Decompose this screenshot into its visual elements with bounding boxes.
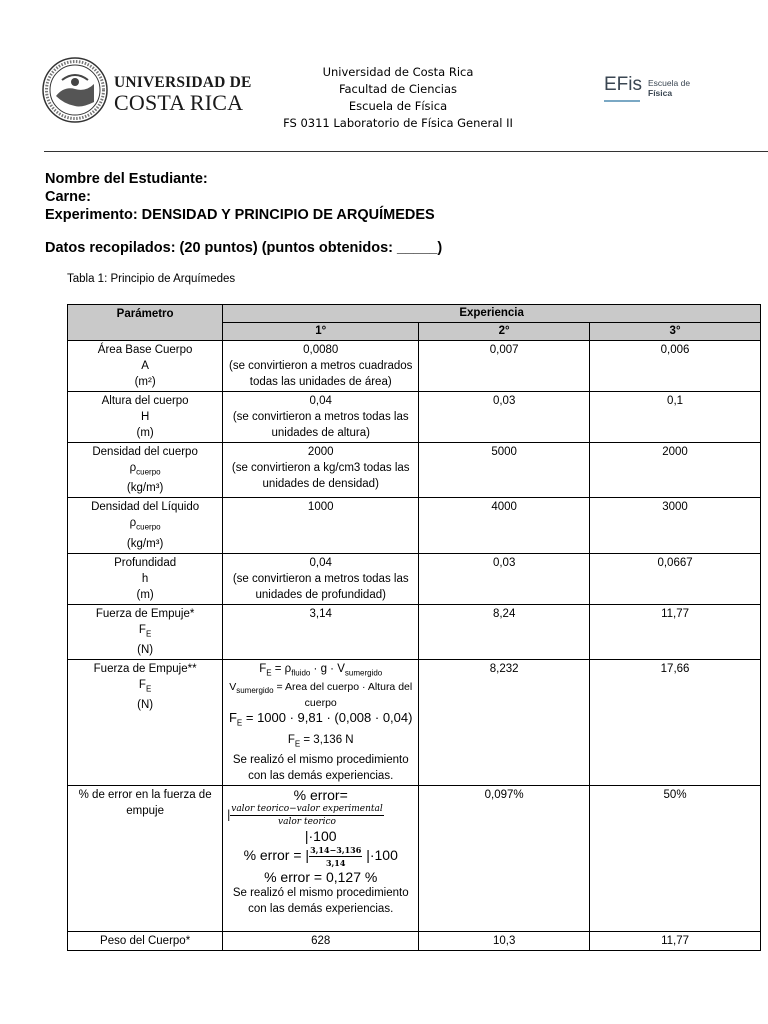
frac-num: valor teorico−valor experimental [231, 804, 383, 815]
table-row [68, 392, 761, 443]
symbol-sub: E [145, 628, 152, 638]
value-cell-3: 0,0667 [590, 553, 761, 604]
value-note: (se convirtieron a metros todas las unidades de profundidad) [232, 572, 409, 601]
table-row [68, 932, 761, 951]
value-cell-1 [223, 604, 419, 659]
value-cell-2: 0,03 [419, 553, 590, 604]
header-experiencia: Experiencia [223, 305, 761, 323]
value: 0,0080 [303, 344, 339, 356]
value: 0,04 [309, 556, 332, 569]
frac-den: valor teorico [278, 817, 336, 828]
value: 1000 [307, 501, 334, 514]
value-cell-2: 10,3 [419, 932, 590, 951]
value-cell-2: 0,097% [419, 786, 590, 932]
f-sub: fluido [291, 668, 311, 678]
param-cell [68, 498, 223, 553]
param-name: Densidad del cuerpo [92, 446, 198, 458]
param-unit: (kg/m³) [126, 537, 164, 550]
value-cell-1 [223, 498, 419, 553]
value-cell-3: 11,77 [590, 604, 761, 659]
symbol-base: F [138, 623, 146, 636]
efis-sub1: Escuela de [648, 78, 691, 88]
error-fraction-2 [309, 844, 362, 869]
value-cell-3: 0,006 [590, 341, 761, 392]
table-row [68, 553, 761, 604]
value-cell-3: 50% [590, 786, 761, 932]
param-cell [68, 604, 223, 659]
f-part: F [287, 733, 295, 746]
heading-line: FS 0311 Laboratorio de Física General II [283, 116, 513, 130]
error-fraction [230, 803, 384, 828]
value-cell-2: 5000 [419, 443, 590, 498]
f-sub: E [294, 739, 301, 749]
param-name: Densidad del Líquido [91, 501, 200, 514]
value-cell-3: 0,1 [590, 392, 761, 443]
header-exp-1: 1° [223, 323, 419, 341]
ucr-seal-icon [42, 56, 108, 124]
value-cell-1 [223, 341, 419, 392]
param-symbol: h [141, 572, 149, 585]
param-cell [68, 392, 223, 443]
value-cell-1 [223, 553, 419, 604]
f-part: V [229, 681, 237, 694]
symbol-base: F [138, 678, 146, 691]
f-part: = Area del cuerpo · Altura del cuerpo [273, 681, 413, 710]
table-row [68, 443, 761, 498]
param-cell [68, 786, 223, 932]
student-name-label: Nombre del Estudiante: [45, 171, 208, 187]
efis-logo-text: EFis [604, 74, 642, 95]
f-part: F [259, 662, 267, 675]
param-unit: (m) [136, 427, 154, 439]
table-row [68, 341, 761, 392]
param-unit: (N) [137, 643, 154, 656]
param-symbol [72, 622, 218, 642]
param-unit: (N) [137, 699, 154, 712]
value-cell-3: 2000 [590, 443, 761, 498]
header-exp-3: 3° [590, 323, 761, 341]
value-note: Se realizó el mismo procedimiento con las demás experiencias. [232, 754, 409, 783]
param-cell [68, 659, 223, 785]
symbol-sub: cuerpo [136, 467, 161, 477]
f-sub: E [266, 668, 272, 678]
value-cell-3: 3000 [590, 498, 761, 553]
header-divider [44, 151, 768, 152]
efis-logo-subtitle [648, 78, 690, 98]
value-cell-1 [223, 786, 419, 932]
header-exp-2: 2° [419, 323, 590, 341]
value-cell-1 [223, 443, 419, 498]
formula-line: |·100 [304, 828, 337, 845]
f-part: = 1000 · 9,81 · (0,008 · 0,04) [242, 710, 413, 726]
efis-underline [604, 100, 640, 102]
param-name: Fuerza de Empuje* [95, 607, 195, 620]
param-cell [68, 553, 223, 604]
formula-line [227, 681, 414, 710]
heading-line: Universidad de Costa Rica [322, 65, 474, 79]
symbol-sub: cuerpo [136, 522, 161, 532]
value-note: (se convirtieron a kg/cm3 todas las unidades de densidad) [231, 462, 410, 490]
param-cell: Peso del Cuerpo* [68, 932, 223, 951]
formula-line [227, 844, 414, 869]
value-cell-3: 17,66 [590, 659, 761, 785]
param-name: Fuerza de Empuje** [93, 662, 197, 675]
efis-logo [604, 74, 690, 98]
param-cell [68, 341, 223, 392]
formula-line: % error = 0,127 % [264, 869, 378, 886]
param-name: % de error en la fuerza de empuje [78, 789, 212, 818]
symbol-base: ρ [129, 462, 137, 474]
value-cell-2: 0,03 [419, 392, 590, 443]
symbol-base: ρ [129, 517, 137, 530]
value-note: (se convirtieron a metros cuadrados todas las unidades de área) [228, 360, 413, 388]
value: 0,04 [309, 395, 332, 407]
value-cell-3: 11,77 [590, 932, 761, 951]
institution-heading [260, 64, 536, 132]
f-part: · g · V [310, 662, 345, 675]
value-cell-2: 8,232 [419, 659, 590, 785]
table-row [68, 786, 761, 932]
formula-line [227, 710, 414, 732]
table-row [68, 659, 761, 785]
param-symbol [72, 515, 218, 535]
symbol-sub: E [145, 684, 152, 694]
table-row [68, 498, 761, 553]
f-part: % error = | [243, 847, 310, 864]
ucr-line2: COSTA RICA [114, 89, 244, 115]
param-symbol [72, 677, 218, 697]
param-unit: (m²) [134, 376, 156, 388]
heading-line: Facultad de Ciencias [338, 82, 458, 96]
formula-line: % error= [293, 787, 348, 804]
f-sub: E [236, 718, 243, 728]
table-caption: Tabla 1: Principio de Arquímedes [67, 273, 236, 285]
formula-line [227, 661, 414, 681]
value-note: (se convirtieron a metros todas las unidades de altura) [232, 411, 409, 439]
param-symbol: H [140, 411, 150, 423]
formula-line: | $\frac{\text{valor teorico−valor experimental}}{\text{valor teorico}}$ [227, 804, 383, 828]
value-cell-2: 8,24 [419, 604, 590, 659]
value-cell-1: 628 [223, 932, 419, 951]
datos-title: Datos recopilados: (20 puntos) (puntos obtenidos: _____) [45, 240, 443, 256]
value-cell-1 [223, 392, 419, 443]
f-part: = 3,136 N [300, 733, 354, 746]
f-part: |·100 [366, 847, 398, 864]
archimedes-table [67, 304, 761, 951]
table-header-row [68, 305, 761, 323]
f-sub: sumergido [344, 668, 383, 678]
efis-sub2: Física [648, 88, 673, 98]
ucr-line1: UNIVERSIDAD DE [114, 74, 252, 91]
f-sub: sumergido [236, 686, 274, 696]
param-symbol [72, 460, 218, 480]
value: 2000 [307, 446, 334, 458]
table-row [68, 604, 761, 659]
ucr-wordmark [114, 75, 252, 114]
frac-num: 3,14−3,136 [310, 845, 362, 856]
header-parametro: Parámetro [68, 305, 223, 341]
value-note: Se realizó el mismo procedimiento con las demás experiencias. [232, 887, 409, 916]
f-part: = ρ [271, 662, 292, 675]
carne-label: Carne: [45, 189, 91, 205]
param-name: Área Base Cuerpo [97, 344, 193, 356]
value: 3,14 [309, 607, 332, 620]
student-info [45, 170, 435, 224]
value-cell-2: 4000 [419, 498, 590, 553]
param-name: Profundidad [114, 556, 177, 569]
heading-line: Escuela de Física [348, 99, 448, 113]
f-part: F [228, 710, 237, 726]
param-name: Altura del cuerpo [101, 395, 189, 407]
experiment-title: Experimento: DENSIDAD Y PRINCIPIO DE ARQUÍMEDES [45, 207, 435, 223]
value-cell-1 [223, 659, 419, 785]
page-header [0, 0, 768, 152]
value-cell-2: 0,007 [419, 341, 590, 392]
param-unit: (m) [136, 588, 154, 601]
param-cell [68, 443, 223, 498]
formula-line [227, 732, 414, 752]
param-unit: (kg/m³) [126, 482, 164, 495]
frac-den: 3,14 [325, 858, 346, 869]
param-symbol: A [141, 360, 149, 372]
